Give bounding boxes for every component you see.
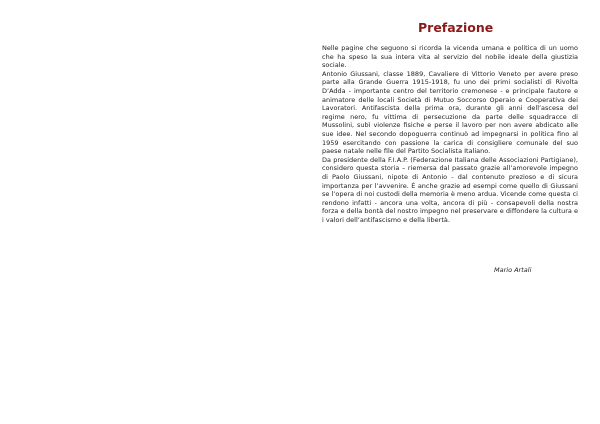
- page-title: Prefazione: [418, 20, 494, 35]
- paragraph-fiap: Da presidente della F.I.A.P. (Federazione Italiana delle Associazioni Partigiane), considero questa storia – riemersa dal passato grazie all’amorevole impegno di Paolo Giussani, nipote di Antonio - dal contenuto prezioso e di sicura importanza per l’avvenire. È anche grazie ad esempi come quello di Giussani se l’opera di noi custodi della memoria è meno ardua. Vicende come questa ci rendono infatti - ancora una volta, ancora di più - consapevoli della nostra forza e della bontà del nostro impegno nel preservare e diffondere la cultura e i valori dell’antifascismo e della libertà.: [322, 155, 578, 224]
- preface-page: [322, 0, 580, 424]
- paragraph-intro: Nelle pagine che seguono si ricorda la vicenda umana e politica di un uomo che ha speso la sua intera vita al servizio del nobile ideale della giustizia sociale.: [322, 44, 578, 70]
- preface-body: [322, 44, 578, 224]
- paragraph-biography: Antonio Giussani, classe 1889, Cavaliere di Vittorio Veneto per avere preso parte alla Grande Guerra 1915-1918, fu uno dei primi socialisti di Rivolta D’Adda - importante centro del territorio cremonese - e principale fautore e animatore delle locali Società di Mutuo Soccorso Operaio e Cooperativa dei Lavoratori. Antifascista della prima ora, durante gli anni dell’ascesa del regime nero, fu vittima di persecuzione da parte delle squadracce di Mussolini, subì violenze fisiche e perse il lavoro per non avere abdicato alle sue idee. Nel secondo dopoguerra continuò ad impegnarsi in politica fino al 1959 esercitando con passione la carica di consigliere comunale del suo paese natale nelle file del Partito Socialista Italiano.: [322, 69, 578, 156]
- author-signature: Mario Artali: [494, 266, 532, 274]
